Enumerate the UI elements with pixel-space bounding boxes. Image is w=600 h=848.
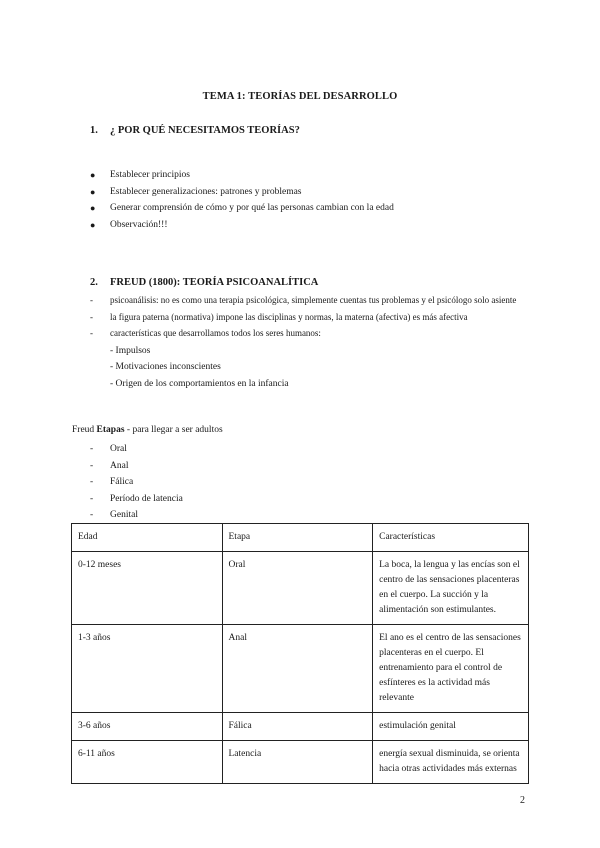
table-cell: estimulación genital: [373, 713, 529, 741]
section-1-title: ¿ POR QUÉ NECESITAMOS TEORÍAS?: [110, 125, 300, 136]
page-number: 2: [520, 795, 525, 806]
dash-marker: -: [90, 311, 93, 322]
table-cell: Fálica: [222, 713, 373, 741]
section-2-dash-list: [90, 294, 530, 395]
table-cell: Latencia: [222, 741, 373, 784]
bullet-icon: ●: [90, 186, 96, 197]
table-cell: 1-3 años: [72, 625, 223, 713]
table-cell: Anal: [222, 625, 373, 713]
list-item: - Genital: [90, 507, 183, 524]
column-header-caracteristicas: Características: [373, 524, 529, 552]
bullet-icon: ●: [90, 203, 96, 213]
list-item: - características que desarrollamos todos los seres humanos: - Impulsos - Motivaciones inconscientes - Origen de los comportamientos en la infancia: [90, 327, 530, 392]
dash-marker: -: [90, 493, 94, 504]
dash-marker: -: [90, 295, 93, 305]
section-1-number: 1.: [90, 125, 98, 136]
stages-table: [71, 523, 529, 784]
table-row: [72, 625, 529, 713]
bullet-icon: ●: [90, 219, 96, 230]
table-row: [72, 552, 529, 625]
section-1-bullet-list: [90, 167, 394, 233]
table-cell: Oral: [222, 552, 373, 625]
etapas-intro: Freud Etapas - para llegar a ser adultos: [72, 425, 223, 435]
table-row: [72, 741, 529, 784]
section-2-heading: [90, 277, 318, 288]
section-2-number: 2.: [90, 277, 98, 288]
table-cell: energía sexual disminuida, se orienta hacia otras actividades más externas: [373, 741, 529, 784]
list-item: ● Observación!!!: [90, 217, 394, 234]
list-item: - Período de latencia: [90, 491, 183, 508]
list-item: ● Establecer principios: [90, 167, 394, 184]
sub-list-item: - Motivaciones inconscientes: [110, 362, 221, 372]
section-2-title: FREUD (1800): TEORÍA PSICOANALÍTICA: [110, 277, 319, 288]
list-item: - Anal: [90, 458, 183, 475]
table-cell: La boca, la lengua y las encías son el centro de las sensaciones placenteras en el cuerpo. La succión y la alimentación son estimulantes.: [373, 552, 529, 625]
list-item: ● Generar comprensión de cómo y por qué las personas cambian con la edad: [90, 200, 394, 217]
dash-marker: -: [90, 444, 94, 454]
dash-marker: -: [90, 328, 93, 338]
list-item: ● Establecer generalizaciones: patrones y problemas: [90, 184, 394, 201]
etapas-list: [90, 441, 183, 524]
table-cell: 0-12 meses: [72, 552, 223, 625]
table-cell: 3-6 años: [72, 713, 223, 741]
table-cell: El ano es el centro de las sensaciones placenteras en el cuerpo. El entrenamiento para el control de esfínteres es la actividad más relevante: [373, 625, 529, 713]
sub-list-item: - Impulsos: [110, 345, 151, 356]
table-row: [72, 713, 529, 741]
dash-marker: -: [90, 510, 94, 520]
document-title: TEMA 1: TEORÍAS DEL DESARROLLO: [202, 91, 398, 102]
table-cell: 6-11 años: [72, 741, 223, 784]
table-header-row: [72, 524, 529, 552]
section-2-sub-list: [110, 343, 530, 393]
list-item: - Fálica: [90, 474, 183, 491]
list-item: - psicoanálisis: no es como una terapia psicológica, simplemente cuentas tus problemas y el psicólogo solo asiente: [90, 294, 530, 308]
list-item: - Oral: [90, 441, 183, 458]
dash-marker: -: [90, 477, 94, 487]
column-header-edad: Edad: [72, 524, 223, 552]
list-item: - la figura paterna (normativa) impone las disciplinas y normas, la materna (afectiva) es más afectiva: [90, 311, 530, 325]
section-1-heading: [90, 125, 300, 136]
sub-list-item: - Origen de los comportamientos en la infancia: [110, 378, 289, 389]
column-header-etapa: Etapa: [222, 524, 373, 552]
etapas-bold-label: Etapas: [96, 425, 125, 435]
bullet-icon: ●: [90, 170, 96, 180]
dash-marker: -: [90, 460, 94, 471]
